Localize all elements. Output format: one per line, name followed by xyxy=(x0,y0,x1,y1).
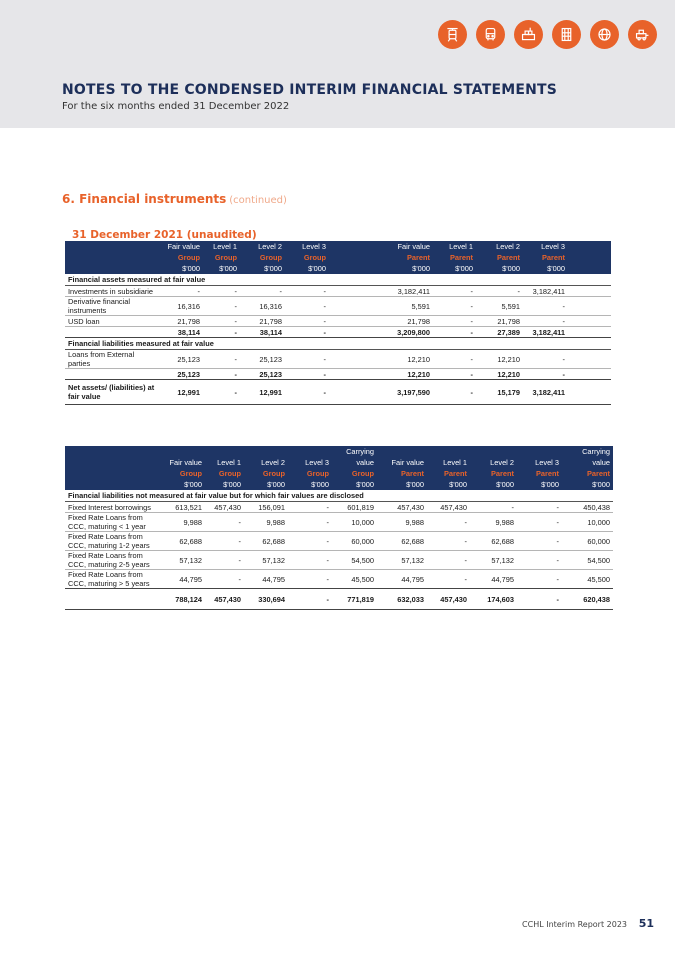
page-header-band xyxy=(0,0,675,128)
table-cell: - xyxy=(238,574,241,584)
header-cell: Level 3 xyxy=(288,457,332,468)
section-heading xyxy=(62,192,287,206)
total-cell: 15,179 xyxy=(476,380,523,405)
table-row xyxy=(65,513,613,532)
table-cell: - xyxy=(476,286,523,297)
table-cell: 60,000 xyxy=(562,532,613,551)
table-cell: - xyxy=(288,502,332,513)
total-cell: 174,603 xyxy=(470,589,517,610)
header-cell: Group xyxy=(162,468,205,479)
header-cell xyxy=(517,446,562,457)
total-cell: - xyxy=(433,327,476,338)
header-cell: $'000 xyxy=(332,479,377,490)
bus-icon xyxy=(476,20,505,49)
total-cell: 620,438 xyxy=(562,589,613,610)
table-cell: 62,688 xyxy=(470,532,517,551)
table-cell: 457,430 xyxy=(205,502,244,513)
table-cell: - xyxy=(556,574,559,584)
table-row xyxy=(65,532,613,551)
header-cell: value xyxy=(562,457,613,468)
header-label-cell xyxy=(65,479,162,490)
table-cell: 57,132 xyxy=(162,551,205,570)
row-label: Fixed Interest borrowings xyxy=(65,502,162,513)
header-cell: Group xyxy=(240,252,285,263)
header-cell: Carrying xyxy=(562,446,613,457)
header-spacer-cell xyxy=(568,252,611,263)
table-cell: 450,438 xyxy=(562,502,613,513)
header-cell: Level 1 xyxy=(433,241,476,252)
page-subtitle: For the six months ended 31 December 2022 xyxy=(62,101,290,112)
total-cell: - xyxy=(203,327,240,338)
table-cell: - xyxy=(427,513,470,532)
header-cell: $'000 xyxy=(427,479,470,490)
spacer-cell xyxy=(568,316,611,327)
header-cell: Parent xyxy=(377,468,427,479)
table-cell: 3,182,411 xyxy=(329,286,433,297)
fair-value-disclosed-table xyxy=(65,446,613,610)
total-cell: 38,114 xyxy=(159,327,203,338)
port-icon xyxy=(514,20,543,49)
table-cell: 44,795 xyxy=(262,574,285,584)
net-assets-row xyxy=(65,380,611,405)
spacer-cell xyxy=(568,369,611,380)
total-label-cell xyxy=(65,369,159,380)
total-cell: 12,210 xyxy=(476,369,523,380)
table-cell: 62,688 xyxy=(244,532,288,551)
sector-icons xyxy=(438,20,657,49)
table-cell: 62,688 xyxy=(162,532,205,551)
table-cell: 10,000 xyxy=(562,513,613,532)
total-cell: 12,991 xyxy=(159,380,203,405)
header-cell: Parent xyxy=(470,468,517,479)
table-cell: 62,688 xyxy=(377,532,427,551)
header-cell: $'000 xyxy=(162,479,205,490)
table-cell: 21,798 xyxy=(240,316,285,327)
table-cell: 60,000 xyxy=(332,532,377,551)
table-cell: 9,988 xyxy=(377,513,427,532)
header-cell: Level 2 xyxy=(244,457,288,468)
header-cell: Parent xyxy=(476,252,523,263)
header-label-cell xyxy=(65,468,162,479)
table-cell: - xyxy=(433,350,476,369)
header-cell: $'000 xyxy=(205,479,244,490)
assets-heading-row xyxy=(65,274,611,286)
table-cell: - xyxy=(285,316,329,327)
row-label: Fixed Rate Loans from CCC, maturing 2-5 years xyxy=(65,551,162,570)
total-cell: - xyxy=(285,380,329,405)
header-cell: Fair value xyxy=(162,457,205,468)
page-number: 51 xyxy=(638,917,654,930)
assets-total-row xyxy=(65,327,611,338)
header-cell: Group xyxy=(332,468,377,479)
table-cell: - xyxy=(433,286,476,297)
total-cell: 25,123 xyxy=(240,369,285,380)
header-row-units xyxy=(65,263,611,274)
header-cell: $'000 xyxy=(433,263,476,274)
header-cell xyxy=(205,446,244,457)
header-cell: Level 3 xyxy=(285,241,329,252)
header-label-cell xyxy=(65,252,159,263)
header-cell: Fair value xyxy=(377,457,427,468)
table-cell: 57,132 xyxy=(244,551,288,570)
table-cell: 9,988 xyxy=(244,513,288,532)
table-cell: - xyxy=(523,297,568,316)
header-cell: $'000 xyxy=(159,263,203,274)
table-cell: - xyxy=(205,513,244,532)
table-cell: 3,182,411 xyxy=(523,286,568,297)
total-cell: 3,197,590 xyxy=(329,380,433,405)
header-label-cell xyxy=(65,263,159,274)
table-cell: - xyxy=(517,502,562,513)
table1-heading: 31 December 2021 (unaudited) xyxy=(72,229,257,241)
header-cell: Level 1 xyxy=(427,457,470,468)
row-label: USD loan xyxy=(65,316,159,327)
row-label: Investments in subsidiarie xyxy=(65,286,159,297)
table-cell: - xyxy=(203,286,240,297)
row-label: Loans from External parties xyxy=(65,350,159,369)
table-row xyxy=(65,286,611,297)
total-cell: 457,430 xyxy=(427,589,470,610)
table-cell: 25,123 xyxy=(240,350,285,369)
header-cell xyxy=(288,446,332,457)
header-row-types xyxy=(65,241,611,252)
header-cell xyxy=(377,446,427,457)
header-cell: $'000 xyxy=(517,479,562,490)
header-label-cell xyxy=(65,241,159,252)
header-row-entities xyxy=(65,468,613,479)
total-cell: 27,389 xyxy=(476,327,523,338)
table-row xyxy=(65,350,611,369)
liabilities-heading-row xyxy=(65,338,611,350)
table-cell: 12,210 xyxy=(329,350,433,369)
header-cell: Fair value xyxy=(329,241,433,252)
table-row xyxy=(65,297,611,316)
header-cell: $'000 xyxy=(470,479,517,490)
total-cell: - xyxy=(285,327,329,338)
table-cell: 44,795 xyxy=(179,574,202,584)
header-cell: Group xyxy=(205,468,244,479)
building-icon xyxy=(552,20,581,49)
header-cell: Level 2 xyxy=(476,241,523,252)
header-cell: Group xyxy=(288,468,332,479)
grand-total-row xyxy=(65,589,613,610)
globe-icon xyxy=(590,20,619,49)
total-cell: 3,182,411 xyxy=(523,380,568,405)
table-cell: - xyxy=(285,286,329,297)
table-cell: - xyxy=(427,551,470,570)
header-label-cell xyxy=(65,457,162,468)
disclosed-heading-row xyxy=(65,490,613,502)
table-cell: 21,798 xyxy=(476,316,523,327)
header-cell: Parent xyxy=(562,468,613,479)
table-cell: 45,500 xyxy=(351,574,374,584)
table-cell: - xyxy=(203,350,240,369)
table-cell: 9,988 xyxy=(470,513,517,532)
row-label: Derivative financial instruments xyxy=(65,297,159,316)
header-cell: $'000 xyxy=(203,263,240,274)
header-cell: Carrying xyxy=(332,446,377,457)
header-cell: value xyxy=(332,457,377,468)
table-cell: 21,798 xyxy=(159,316,203,327)
header-cell: $'000 xyxy=(288,479,332,490)
table-cell: - xyxy=(203,297,240,316)
row-label: Fixed Rate Loans from CCC, maturing 1-2 years xyxy=(65,532,162,551)
header-cell xyxy=(244,446,288,457)
row-label: Net assets/ (liabilities) at fair value xyxy=(65,380,159,405)
header-cell xyxy=(470,446,517,457)
section-continued: (continued) xyxy=(229,195,287,206)
table-cell: - xyxy=(288,532,332,551)
total-cell: 632,033 xyxy=(377,589,427,610)
total-cell: - xyxy=(203,380,240,405)
table-cell: 9,988 xyxy=(162,513,205,532)
header-cell: Parent xyxy=(427,468,470,479)
table-cell: 21,798 xyxy=(329,316,433,327)
table-cell: 457,430 xyxy=(377,502,427,513)
table-cell: - xyxy=(205,551,244,570)
total-cell: 330,694 xyxy=(244,589,288,610)
header-row-types xyxy=(65,457,613,468)
total-cell: 788,124 xyxy=(162,589,205,610)
header-row-entities xyxy=(65,252,611,263)
table-cell: 156,091 xyxy=(244,502,288,513)
header-cell: Parent xyxy=(433,252,476,263)
total-label-cell xyxy=(65,589,162,610)
table-cell: - xyxy=(326,574,329,584)
table-cell: - xyxy=(433,316,476,327)
spacer-cell xyxy=(568,297,611,316)
table-cell: - xyxy=(470,502,517,513)
table-cell: 45,500 xyxy=(587,574,610,584)
table-row xyxy=(65,551,613,570)
header-spacer-cell xyxy=(568,241,611,252)
fair-value-table-2021 xyxy=(65,241,611,405)
vehicle-icon xyxy=(628,20,657,49)
table-cell: - xyxy=(159,286,203,297)
total-cell: 38,114 xyxy=(240,327,285,338)
spacer-cell xyxy=(568,380,611,405)
table-cell: 57,132 xyxy=(377,551,427,570)
spacer-cell xyxy=(568,327,611,338)
total-cell: - xyxy=(288,589,332,610)
table-cell: 44,795 xyxy=(401,574,424,584)
tram-icon xyxy=(438,20,467,49)
header-cell: $'000 xyxy=(285,263,329,274)
table-cell: - xyxy=(288,551,332,570)
header-cell: $'000 xyxy=(329,263,433,274)
row-heading: Financial assets measured at fair value xyxy=(65,274,611,286)
total-cell: 3,209,800 xyxy=(329,327,433,338)
header-cell: Group xyxy=(285,252,329,263)
total-cell: 12,991 xyxy=(240,380,285,405)
header-cell: Fair value xyxy=(159,241,203,252)
header-row-units xyxy=(65,479,613,490)
header-label-cell xyxy=(65,446,162,457)
table-cell: 44,795 xyxy=(491,574,514,584)
header-row-carrying xyxy=(65,446,613,457)
total-cell: - xyxy=(433,380,476,405)
header-cell: Parent xyxy=(329,252,433,263)
total-cell: - xyxy=(523,369,568,380)
header-cell: $'000 xyxy=(377,479,427,490)
total-cell: 3,182,411 xyxy=(523,327,568,338)
table-row xyxy=(65,316,611,327)
total-cell: 12,210 xyxy=(329,369,433,380)
table-cell: 601,819 xyxy=(332,502,377,513)
spacer-cell xyxy=(568,350,611,369)
report-name: CCHL Interim Report 2023 xyxy=(522,920,627,929)
spacer-cell xyxy=(568,286,611,297)
header-cell: $'000 xyxy=(244,479,288,490)
table-cell: 5,591 xyxy=(329,297,433,316)
header-cell: Level 2 xyxy=(240,241,285,252)
table-cell: - xyxy=(285,350,329,369)
table-cell: 12,210 xyxy=(476,350,523,369)
table-cell: - xyxy=(433,297,476,316)
row-label: Fixed Rate Loans from CCC, maturing < 1 year xyxy=(65,513,162,532)
header-cell: Group xyxy=(244,468,288,479)
table-cell: 10,000 xyxy=(332,513,377,532)
total-cell: 457,430 xyxy=(205,589,244,610)
table-cell: 54,500 xyxy=(562,551,613,570)
header-cell: Level 1 xyxy=(205,457,244,468)
page-title: NOTES TO THE CONDENSED INTERIM FINANCIAL STATEMENTS xyxy=(62,82,558,98)
total-cell: - xyxy=(203,369,240,380)
table-cell: 16,316 xyxy=(240,297,285,316)
header-cell: Parent xyxy=(523,252,568,263)
total-cell: 771,819 xyxy=(332,589,377,610)
table-cell: 57,132 xyxy=(470,551,517,570)
row-heading: Financial liabilities not measured at fair value but for which fair values are disclosed xyxy=(65,490,613,502)
header-cell: $'000 xyxy=(562,479,613,490)
row-heading: Financial liabilities measured at fair value xyxy=(65,338,611,350)
table-row xyxy=(65,502,613,513)
liabilities-total-row xyxy=(65,369,611,380)
table-cell: - xyxy=(523,316,568,327)
header-cell: Parent xyxy=(517,468,562,479)
table-cell: 54,500 xyxy=(332,551,377,570)
header-cell: Group xyxy=(203,252,240,263)
table-cell: 613,521 xyxy=(162,502,205,513)
table-cell: - xyxy=(285,297,329,316)
table-cell: - xyxy=(203,316,240,327)
table-cell: 16,316 xyxy=(159,297,203,316)
table-cell: - xyxy=(523,350,568,369)
header-cell: $'000 xyxy=(476,263,523,274)
header-cell: Level 3 xyxy=(517,457,562,468)
section-title-text: 6. Financial instruments xyxy=(62,192,227,206)
header-cell xyxy=(427,446,470,457)
header-cell: Group xyxy=(159,252,203,263)
row-label: Fixed Rate Loans from CCC, maturing > 5 years xyxy=(68,570,150,588)
header-cell xyxy=(162,446,205,457)
table-cell: - xyxy=(464,574,467,584)
table-cell: - xyxy=(427,532,470,551)
total-cell: - xyxy=(433,369,476,380)
header-cell: $'000 xyxy=(523,263,568,274)
total-cell: 25,123 xyxy=(159,369,203,380)
header-cell: Level 3 xyxy=(523,241,568,252)
table-cell: - xyxy=(205,532,244,551)
table-row xyxy=(65,570,613,589)
header-cell: Level 2 xyxy=(470,457,517,468)
total-label-cell xyxy=(65,327,159,338)
table-cell: - xyxy=(517,532,562,551)
total-cell: - xyxy=(517,589,562,610)
table-cell: - xyxy=(517,551,562,570)
table-cell: - xyxy=(288,513,332,532)
header-spacer-cell xyxy=(568,263,611,274)
table-cell: 5,591 xyxy=(476,297,523,316)
total-cell: - xyxy=(285,369,329,380)
header-cell: Level 1 xyxy=(203,241,240,252)
header-cell: $'000 xyxy=(240,263,285,274)
table-cell: - xyxy=(517,513,562,532)
table-cell: 457,430 xyxy=(427,502,470,513)
table-cell: - xyxy=(240,286,285,297)
table-cell: 25,123 xyxy=(159,350,203,369)
